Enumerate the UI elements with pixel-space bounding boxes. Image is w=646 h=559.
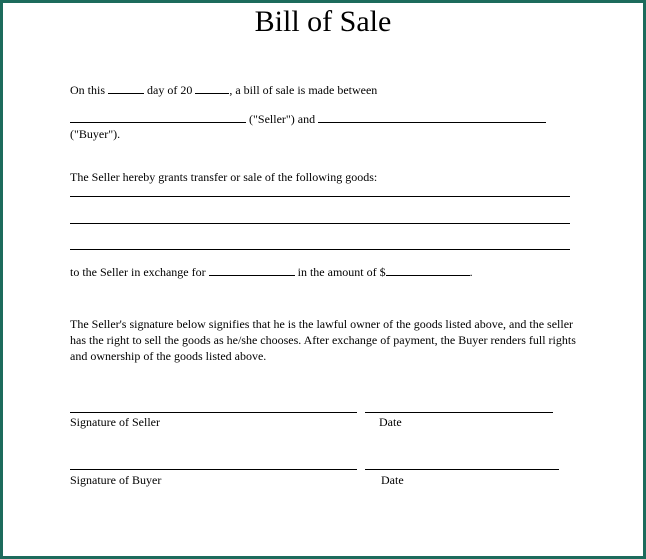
goods-intro: The Seller hereby grants transfer or sale of the following goods:	[70, 170, 378, 184]
buyer-name-blank[interactable]	[318, 112, 546, 123]
amount-blank[interactable]	[386, 265, 470, 276]
parties-text: ("Seller") and	[249, 112, 316, 126]
seller-date-line[interactable]	[365, 412, 553, 413]
goods-line-1[interactable]	[70, 196, 570, 197]
document-title: Bill of Sale	[254, 5, 392, 38]
buyer-label: ("Buyer").	[70, 127, 121, 141]
seller-signature-line[interactable]	[70, 412, 357, 413]
intro-text-3: , a bill of sale is made between	[229, 83, 378, 97]
intro-text-2: day of 20	[147, 83, 193, 97]
ownership-statement: The Seller's signature below signifies that he is the lawful owner of the goods listed above, and the seller has the right to sell the goods as he/she chooses. After exchange of payment, the Buyer renders full rights and ownership of the goods listed above.	[70, 317, 576, 363]
seller-date-label: Date	[379, 415, 402, 429]
year-blank[interactable]	[195, 83, 229, 94]
exchange-text-1: to the Seller in exchange for	[70, 265, 206, 279]
buyer-signature-label: Signature of Buyer	[70, 473, 162, 487]
exchange-text-2: in the amount of $	[297, 265, 386, 279]
exchange-line	[70, 265, 473, 279]
exchange-text-3: .	[469, 265, 473, 279]
buyer-date-label: Date	[381, 473, 404, 487]
intro-text-1: On this	[70, 83, 106, 97]
seller-name-blank[interactable]	[70, 112, 246, 123]
buyer-date-line[interactable]	[365, 469, 559, 470]
goods-line-3[interactable]	[70, 249, 570, 250]
buyer-signature-line[interactable]	[70, 469, 357, 470]
seller-signature-label: Signature of Seller	[70, 415, 160, 429]
exchange-item-blank[interactable]	[209, 265, 295, 276]
parties-line	[70, 112, 546, 126]
goods-line-2[interactable]	[70, 223, 570, 224]
intro-line	[70, 83, 377, 97]
day-blank[interactable]	[108, 83, 144, 94]
